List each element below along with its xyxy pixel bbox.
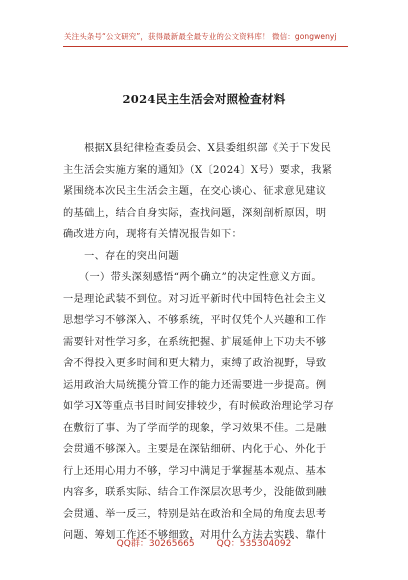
body-line: 一是理论武装不到位。对习近平新时代中国特色社会主义: [63, 293, 327, 305]
body-line: 会贯通不够深入。主要是在深钻细研、内化于心、外化于: [63, 444, 327, 455]
document-title: 2024民主生活会对照检查材料: [122, 92, 286, 106]
body-line: 运用政治大局统揽分管工作的能力还需要进一步提高。例: [63, 379, 327, 391]
footer-contacts: [0, 536, 408, 549]
body-line: 主生活会实施方案的通知》（X〔2024〕X号）要求，我紧: [63, 164, 333, 176]
body-line: 根据X县纪律检查委员会、X县委组织部《关于下发民: [63, 143, 332, 154]
body-line: 问题、筹划工作还不够细致，对用什么方法去实践、靠什: [63, 530, 327, 541]
body-line: 行上还用心用力不够，学习中满足于掌握基本观点、基本: [63, 465, 327, 477]
subsection-heading: （一）带头深刻感悟“两个确立”的决定性意义方面。: [63, 272, 322, 283]
footer-qq-group: QQ群：30265665: [116, 539, 195, 549]
body-line: 会贯通、举一反三，特别是站在政治和全局的角度去思考: [63, 508, 327, 520]
body-line: 内容多，联系实际、结合工作深层次思考少，没能做到融: [63, 487, 327, 498]
footer-qq: QQ：535304092: [216, 539, 292, 549]
body-line: 如学习X等重点书目时间安排较少，有时候政治理论学习存: [63, 401, 335, 412]
body-line: 舍不得投入更多时间和更大精力，束缚了政治视野，导致: [63, 358, 327, 369]
body-line: 在敷衍了事、为了学而学的现象，学习效果不佳。二是融: [63, 422, 327, 434]
header-promo-note: 关注头条号“公文研究”，获得最新最全最专业的公文资料库！ 微信：gongwenyj: [64, 32, 337, 41]
body-line: 需要针对性学习多，在系统把握、扩展延伸上下功夫不够: [63, 336, 327, 348]
body-line: 紧围绕本次民主生活会主题，在交心谈心、征求意见建议: [63, 186, 327, 197]
body-line: 思想学习不够深入、不够系统，平时仅凭个人兴趣和工作: [63, 315, 327, 326]
body-line: 确改进方向，现将有关情况报告如下：: [63, 229, 243, 240]
header-divider: [63, 46, 348, 47]
document-body: [63, 138, 347, 547]
section-heading: 一、存在的突出问题: [63, 250, 179, 262]
body-line: 的基础上，结合自身实际，查找问题，深刻剖析原因，明: [63, 207, 327, 219]
